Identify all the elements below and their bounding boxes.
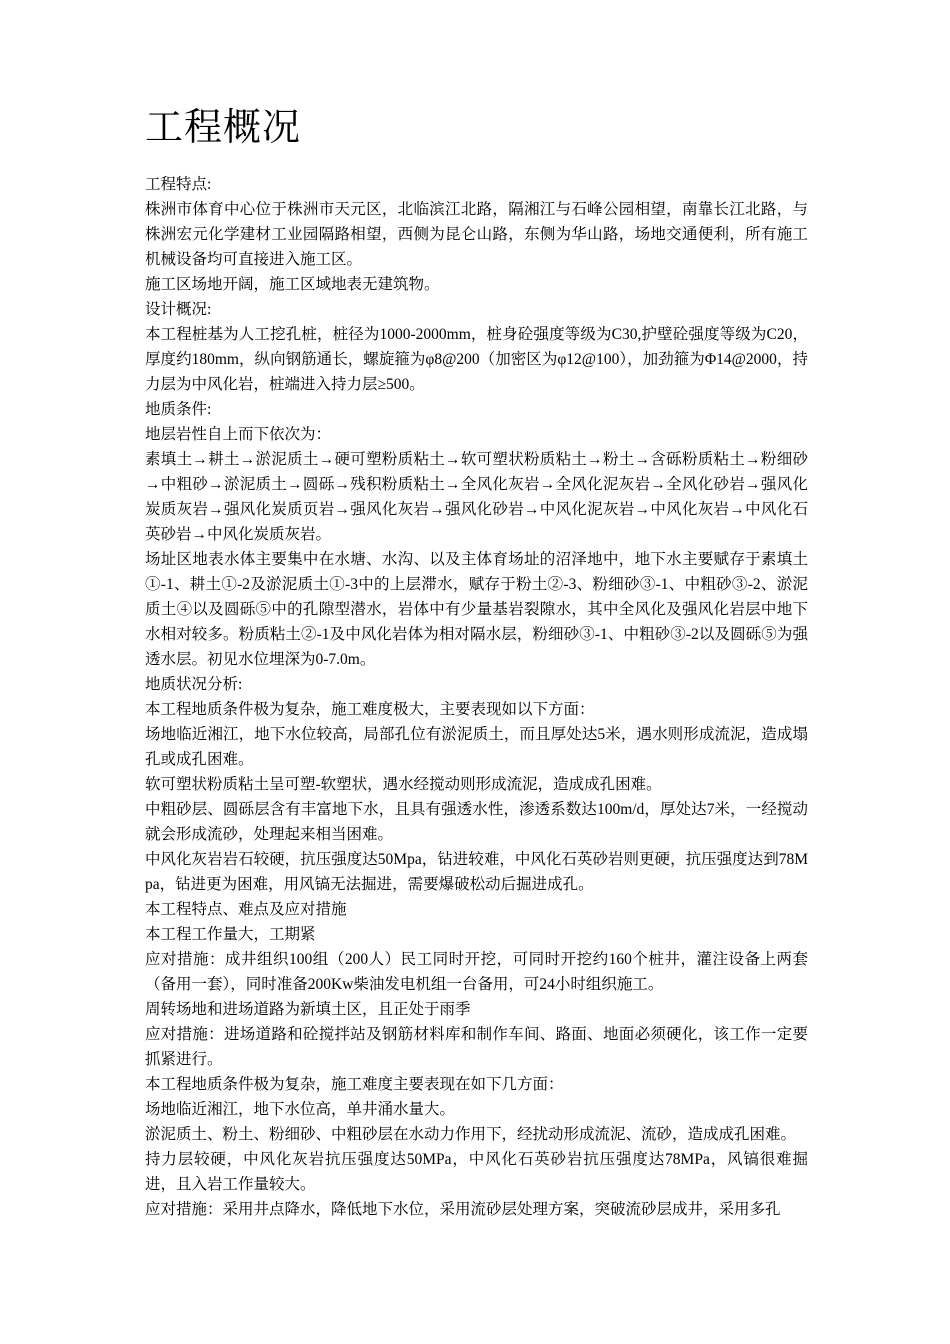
paragraph: 地层岩性自上而下依次为： — [145, 426, 332, 443]
paragraph: 周转场地和进场道路为新填土区，且正处于雨季 — [145, 1001, 471, 1018]
paragraph: 地质状况分析: — [145, 676, 243, 693]
paragraph: 本工程工作量大，工期紧 — [145, 926, 316, 943]
document-body — [145, 172, 808, 1222]
document-page — [145, 0, 808, 1222]
paragraph: 应对措施：成井组织100组（200人）民工同时开挖，可同时开挖约160个桩井，灌注设备上两套（备用一套），同时准备200Kw柴油发电机组一台备用，可24小时组织施工。 — [145, 951, 808, 993]
page-title: 工程概况 — [145, 107, 302, 149]
paragraph: 场地临近湘江，地下水位较高，局部孔位有淤泥质土，而且厚处达5米，遇水则形成流泥，造成塌孔或成孔困难。 — [145, 726, 808, 768]
paragraph: 本工程桩基为人工挖孔桩，桩径为1000-2000mm，桩身砼强度等级为C30,护壁砼强度等级为C20，厚度约180mm，纵向钢筋通长，螺旋箍为φ8@200（加密区为φ12@100），加劲箍为Φ14@2000，持力层为中风化岩，桩端进入持力层≥500。 — [145, 326, 808, 393]
paragraph: 应对措施：采用井点降水，降低地下水位，采用流砂层处理方案，突破流砂层成井，采用多孔 — [145, 1201, 781, 1218]
paragraph: 持力层较硬，中风化灰岩抗压强度达50MPa，中风化石英砂岩抗压强度达78MPa，风镐很难掘进，且入岩工作量较大。 — [145, 1151, 808, 1193]
paragraph: 场址区地表水体主要集中在水塘、水沟、以及主体育场址的沼泽地中，地下水主要赋存于素填土①-1、耕土①-2及淤泥质土①-3中的上层滞水，赋存于粉土②-3、粉细砂③-1、中粗砂③-2、淤泥质土④以及圆砾⑤中的孔隙型潜水，岩体中有少量基岩裂隙水，其中全风化及强风化岩层中地下水相对较多。粉质粘土②-1及中风化岩体为相对隔水层，粉细砂③-1、中粗砂③-2以及圆砾⑤为强透水层。初见水位埋深为0-7.0m。 — [145, 551, 808, 668]
paragraph: 本工程特点、难点及应对措施 — [145, 901, 347, 918]
paragraph: 设计概况: — [145, 301, 212, 318]
paragraph: 工程特点: — [145, 176, 212, 193]
paragraph: 应对措施：进场道路和砼搅拌站及钢筋材料库和制作车间、路面、地面必须硬化，该工作一定要抓紧进行。 — [145, 1026, 808, 1068]
paragraph: 中粗砂层、圆砾层含有丰富地下水，且具有强透水性，渗透系数达100m/d，厚处达7米，一经搅动就会形成流砂，处理起来相当困难。 — [145, 801, 808, 843]
paragraph: 株洲市体育中心位于株洲市天元区，北临滨江北路，隔湘江与石峰公园相望，南靠长江北路，与株洲宏元化学建材工业园隔路相望，西侧为昆仑山路，东侧为华山路，场地交通便利，所有施工机械设备均可直接进入施工区。 — [145, 201, 808, 268]
paragraph: 施工区场地开阔，施工区域地表无建筑物。 — [145, 276, 440, 293]
paragraph: 本工程地质条件极为复杂，施工难度极大，主要表现如以下方面： — [145, 701, 595, 718]
paragraph: 场地临近湘江，地下水位高，单井涌水量大。 — [145, 1101, 456, 1118]
paragraph: 素填土→耕土→淤泥质土→硬可塑粉质粘土→软可塑状粉质粘土→粉土→含砾粉质粘土→粉细砂→中粗砂→淤泥质土→圆砾→残积粉质粘土→全风化灰岩→全风化泥灰岩→全风化砂岩→强风化炭质灰岩→强风化炭质页岩→强风化灰岩→强风化砂岩→中风化泥灰岩→中风化灰岩→中风化石英砂岩→中风化炭质灰岩。 — [145, 451, 808, 543]
paragraph: 本工程地质条件极为复杂，施工难度主要表现在如下几方面： — [145, 1076, 564, 1093]
paragraph: 淤泥质土、粉土、粉细砂、中粗砂层在水动力作用下，经扰动形成流泥、流砂，造成成孔困难。 — [145, 1126, 797, 1143]
paragraph: 软可塑状粉质粘土呈可塑-软塑状，遇水经搅动则形成流泥，造成成孔困难。 — [145, 776, 662, 793]
paragraph: 地质条件: — [145, 401, 212, 418]
paragraph: 中风化灰岩岩石较硬，抗压强度达50Mpa，钻进较难，中风化石英砂岩则更硬，抗压强度达到78Mpa，钻进更为困难，用风镐无法掘进，需要爆破松动后掘进成孔。 — [145, 851, 808, 893]
